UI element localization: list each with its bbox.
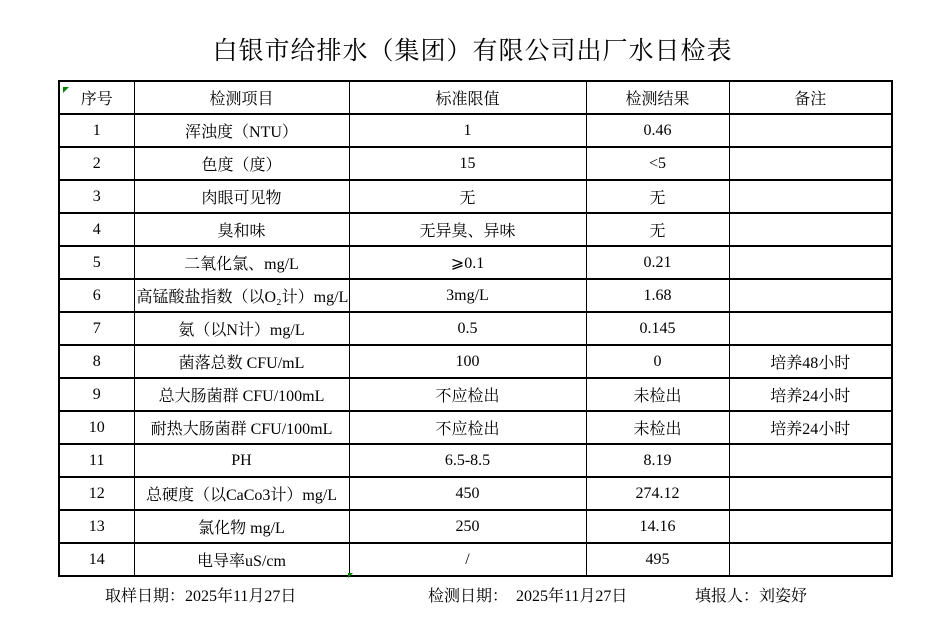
table-row — [59, 510, 892, 543]
cell-item: 耐热大肠菌群 CFU/100mL — [134, 411, 349, 444]
cell-result: 0.21 — [586, 246, 729, 279]
table-row — [59, 543, 892, 576]
cell-result: 无 — [586, 180, 729, 213]
cell-item: PH — [134, 444, 349, 477]
cell-result: 274.12 — [586, 477, 729, 510]
sampling-date-label: 取样日期：2025年11月27日 — [105, 588, 297, 605]
cell-remark — [729, 114, 892, 147]
cell-item: 浑浊度（NTU） — [134, 114, 349, 147]
cell-limit: 15 — [349, 147, 586, 180]
table-row — [59, 477, 892, 510]
cell-limit: ⩾0.1 — [349, 246, 586, 279]
cell-result: 8.19 — [586, 444, 729, 477]
header-cell-limit: 标准限值 — [349, 81, 586, 114]
header-cell-remark: 备注 — [729, 81, 892, 114]
cell-remark — [729, 477, 892, 510]
cell-remark: 培养24小时 — [729, 378, 892, 411]
cell-no: 4 — [59, 213, 134, 246]
cell-item: 色度（度） — [134, 147, 349, 180]
cell-item: 臭和味 — [134, 213, 349, 246]
test-date-label: 检测日期： 2025年11月27日 — [428, 588, 628, 605]
table-row — [59, 312, 892, 345]
cell-item: 菌落总数 CFU/mL — [134, 345, 349, 378]
cell-result: 0.46 — [586, 114, 729, 147]
cell-remark: 培养24小时 — [729, 411, 892, 444]
cell-no: 13 — [59, 510, 134, 543]
page-title: 白银市给排水（集团）有限公司出厂水日检表 — [212, 38, 733, 65]
cell-no: 11 — [59, 444, 134, 477]
inspection-table — [58, 80, 893, 577]
table-row — [59, 279, 892, 312]
header-cell-item: 检测项目 — [134, 81, 349, 114]
cell-no: 3 — [59, 180, 134, 213]
cell-remark: 培养48小时 — [729, 345, 892, 378]
cell-result: 0.145 — [586, 312, 729, 345]
cell-limit: 不应检出 — [349, 411, 586, 444]
cell-result: 495 — [586, 543, 729, 576]
cell-result: 0 — [586, 345, 729, 378]
cell-remark — [729, 444, 892, 477]
cell-item: 二氧化氯、mg/L — [134, 246, 349, 279]
cell-limit: 3mg/L — [349, 279, 586, 312]
cell-remark — [729, 312, 892, 345]
cell-item: 肉眼可见物 — [134, 180, 349, 213]
cell-limit: 无 — [349, 180, 586, 213]
cell-limit: 6.5-8.5 — [349, 444, 586, 477]
cell-no: 5 — [59, 246, 134, 279]
cell-no: 2 — [59, 147, 134, 180]
cell-remark — [729, 147, 892, 180]
cell-result: 未检出 — [586, 378, 729, 411]
table-row — [59, 114, 892, 147]
cell-no: 14 — [59, 543, 134, 576]
cell-limit: 450 — [349, 477, 586, 510]
cell-item: 氯化物 mg/L — [134, 510, 349, 543]
table-row — [59, 147, 892, 180]
cell-limit: 无异臭、异味 — [349, 213, 586, 246]
cell-remark — [729, 510, 892, 543]
cell-result: 1.68 — [586, 279, 729, 312]
cell-limit: 1 — [349, 114, 586, 147]
cell-no: 8 — [59, 345, 134, 378]
cell-remark — [729, 213, 892, 246]
header-label: 序号 — [80, 91, 113, 108]
table-bottom-flag-icon — [348, 573, 353, 578]
cell-result: 未检出 — [586, 411, 729, 444]
cell-remark — [729, 246, 892, 279]
cell-no: 6 — [59, 279, 134, 312]
cell-limit: 250 — [349, 510, 586, 543]
cell-no: 9 — [59, 378, 134, 411]
reporter-label: 填报人：刘姿妤 — [695, 588, 808, 605]
cell-result: <5 — [586, 147, 729, 180]
table-row — [59, 213, 892, 246]
cell-remark — [729, 279, 892, 312]
cell-item: 高锰酸盐指数（以O₂计）mg/L — [134, 279, 349, 312]
table-row — [59, 180, 892, 213]
cell-limit: / — [349, 543, 586, 576]
table-row — [59, 345, 892, 378]
cell-result: 14.16 — [586, 510, 729, 543]
header-cell-no — [59, 81, 134, 114]
cell-item: 氨（以N计）mg/L — [134, 312, 349, 345]
cell-limit: 0.5 — [349, 312, 586, 345]
table-row — [59, 411, 892, 444]
table-row — [59, 378, 892, 411]
cell-item: 总大肠菌群 CFU/100mL — [134, 378, 349, 411]
cell-result: 无 — [586, 213, 729, 246]
cell-remark — [729, 180, 892, 213]
cell-item: 电导率uS/cm — [134, 543, 349, 576]
cell-limit: 100 — [349, 345, 586, 378]
cell-no: 10 — [59, 411, 134, 444]
header-row — [59, 81, 892, 114]
cell-no: 7 — [59, 312, 134, 345]
cell-no: 12 — [59, 477, 134, 510]
cell-remark — [729, 543, 892, 576]
header-cell-result: 检测结果 — [586, 81, 729, 114]
cell-limit: 不应检出 — [349, 378, 586, 411]
table-row — [59, 246, 892, 279]
cell-item: 总硬度（以CaCo3计）mg/L — [134, 477, 349, 510]
cell-no: 1 — [59, 114, 134, 147]
table-row — [59, 444, 892, 477]
cell-corner-flag-icon — [63, 87, 69, 93]
